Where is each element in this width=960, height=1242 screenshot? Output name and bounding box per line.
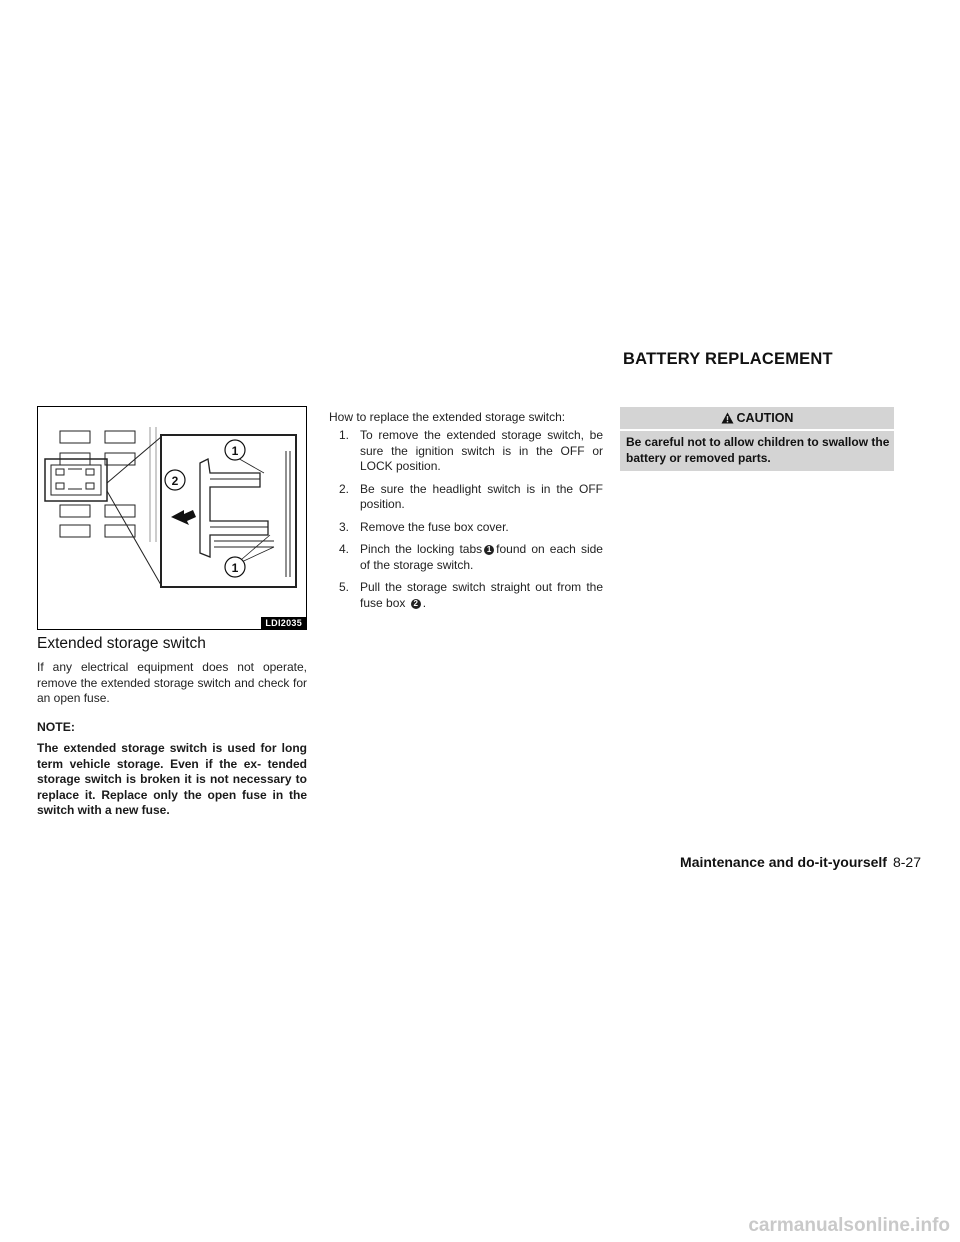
- subheading-extended-storage-switch: Extended storage switch: [37, 635, 206, 652]
- step-1: 1. To remove the extended storage switch, be sure the ignition switch is in the OFF or LOCK position.: [339, 428, 603, 473]
- callout-1-top: [225, 440, 245, 460]
- step-4: 4. Pinch the locking tabs 1 found on each side of the storage switch.: [339, 542, 603, 572]
- step-2: 2. Be sure the headlight switch is in the OFF position.: [339, 481, 603, 511]
- caution-text: Be careful not to allow children to swallow the battery or removed parts.: [620, 431, 894, 471]
- steps-list: [329, 428, 603, 618]
- svg-text:1: 1: [231, 561, 239, 575]
- section-heading: BATTERY REPLACEMENT: [623, 350, 833, 368]
- caution-header: [620, 407, 894, 429]
- note-label: NOTE:: [37, 720, 75, 734]
- fuse-box-illustration: [38, 407, 308, 631]
- figure-code: LDI2035: [261, 617, 306, 629]
- footer-section-title: Maintenance and do-it-yourself: [680, 854, 887, 870]
- watermark: carmanualsonline.info: [748, 1215, 950, 1236]
- step-5: 5. Pull the storage switch straight out from the fuse box 2 .: [339, 580, 603, 610]
- figure-extended-storage-switch: [37, 406, 307, 630]
- note-text: The extended storage switch is used for long term vehicle storage. Even if the ex- tended storage switch is broken it is not necessary to replace it. Replace only the open fuse in the switch with a new fuse.: [37, 741, 307, 818]
- callout-ref-2: 2: [411, 599, 421, 609]
- page-number: 8-27: [892, 854, 921, 870]
- warning-triangle-icon: [721, 412, 734, 424]
- svg-text:2: 2: [171, 474, 179, 488]
- step-3: 3. Remove the fuse box cover.: [339, 519, 509, 534]
- intro-paragraph: If any electrical equipment does not operate, remove the extended storage switch and check for an open fuse.: [37, 660, 307, 705]
- callout-1-bottom: [225, 557, 245, 577]
- svg-text:1: 1: [231, 444, 239, 458]
- page-footer: [680, 854, 921, 870]
- steps-intro: How to replace the extended storage switch:: [329, 410, 566, 424]
- caution-title: CAUTION: [736, 411, 794, 425]
- caution-box: [620, 407, 894, 463]
- callout-ref-1: 1: [484, 545, 494, 555]
- callout-2: [165, 470, 185, 490]
